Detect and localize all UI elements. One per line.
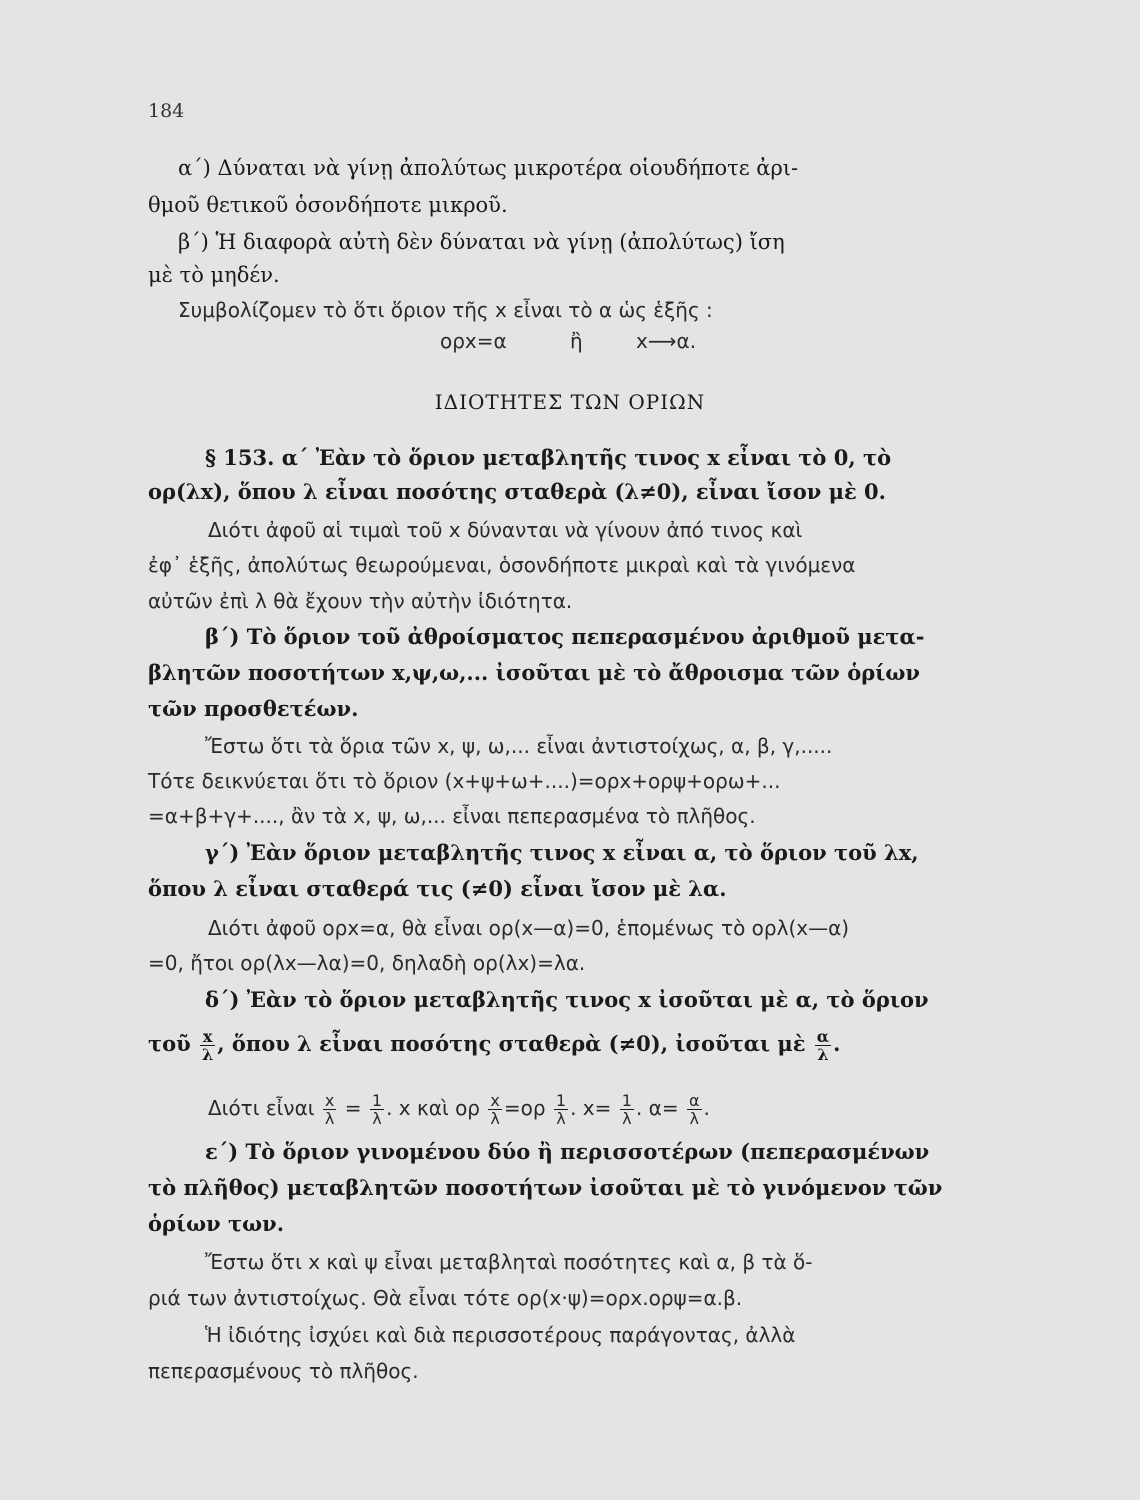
fraction-numerator: α — [688, 1091, 700, 1110]
fraction-denominator: λ — [556, 1109, 566, 1128]
page-number: 184 — [148, 100, 185, 122]
text-line: αὐτῶν ἐπὶ λ θὰ ἔχουν τὴν αὐτὴν ἰδιότητα. — [148, 589, 573, 613]
text-line: Διότι ἀφοῦ αἱ τιμαὶ τοῦ x δύνανται νὰ γίνουν ἀπό τινος καὶ — [208, 518, 803, 542]
fraction-numerator: α — [816, 1027, 830, 1046]
fraction-a-over-lambda — [815, 1028, 831, 1063]
fraction-denominator: λ — [202, 1045, 214, 1064]
text-line: ε΄) Τὸ ὅριον γινομένου δύο ἢ περισσοτέρων (πεπερασμένων — [205, 1139, 930, 1164]
text-line-with-fractions: Διότι εἶναι $\frac{x}{\lambda}$ = $\frac{1}{\lambda}$ . x καὶ ορ $\frac{x}{\lambda}$ =ορ $\frac{1}{\lambda}$ . x= $\frac{1}{\lambda}$ . α= $\frac{\alpha}{\lambda}$ . — [208, 1091, 710, 1128]
text-line: Τότε δεικνύεται ὅτι τὸ ὅριον (x+ψ+ω+....)=ορx+ορψ+ορω+... — [148, 769, 781, 793]
fraction-numerator: x — [490, 1091, 500, 1110]
fraction-x-over-lambda — [200, 1028, 215, 1063]
text-fragment: , ὅπου λ εἶναι ποσότης σταθερὰ (≠0), ἰσοῦται μὲ — [217, 1031, 806, 1056]
fraction-numerator: 1 — [621, 1091, 632, 1110]
text-fragment: τοῦ — [148, 1031, 191, 1056]
fraction-a-over-lambda — [687, 1092, 702, 1127]
text-line: =α+β+γ+...., ἂν τὰ x, ψ, ω,... εἶναι πεπερασμένα τὸ πλῆθος. — [148, 804, 756, 828]
fraction-x-over-lambda — [488, 1092, 501, 1127]
fraction-numerator: 1 — [371, 1091, 383, 1110]
text-line: τῶν προσθετέων. — [148, 696, 359, 721]
text-line: § 153. α΄ Ἐὰν τὸ ὅριον μεταβλητῆς τινος x εἶναι τὸ 0, τὸ — [205, 445, 892, 470]
fraction-denominator: λ — [622, 1109, 632, 1128]
text-fragment: . α= — [635, 1096, 679, 1120]
fraction-x-over-lambda — [323, 1092, 336, 1127]
text-line: Ἡ ἰδιότης ἰσχύει καὶ διὰ περισσοτέρους παράγοντας, ἀλλὰ — [205, 1323, 796, 1347]
fraction-denominator: λ — [372, 1109, 382, 1128]
fraction-numerator: 1 — [555, 1091, 567, 1110]
text-fragment: . x καὶ ορ — [386, 1096, 480, 1120]
text-line: Ἔστω ὅτι τὰ ὅρια τῶν x, ψ, ω,... εἶναι ἀντιστοίχως, α, β, γ,..... — [205, 734, 833, 758]
text-line: β΄) Τὸ ὅριον τοῦ ἀθροίσματος πεπερασμένου ἀριθμοῦ μετα- — [205, 624, 925, 649]
fraction-numerator: x — [200, 1028, 215, 1046]
text-fragment: = — [344, 1096, 362, 1120]
text-line: τὸ πλῆθος) μεταβλητῶν ποσοτήτων ἰσοῦται μὲ τὸ γινόμενον τῶν — [148, 1175, 943, 1200]
text-line: ορ(λx), ὅπου λ εἶναι ποσότης σταθερὰ (λ≠0), εἶναι ἴσον μὲ 0. — [148, 479, 886, 504]
section-heading: ΙΔΙΟΤΗΤΕΣ ΤΩΝ ΟΡΙΩΝ — [434, 390, 706, 414]
text-line: =0, ἤτοι ορ(λx—λα)=0, δηλαδὴ ορ(λx)=λα. — [148, 951, 586, 975]
text-line: ριά των ἀντιστοίχως. Θὰ εἶναι τότε ορ(x·ψ)=ορx.ορψ=α.β. — [148, 1286, 743, 1310]
formula-limit: ορx=α — [440, 329, 507, 353]
fraction-denominator: λ — [689, 1109, 699, 1128]
text-line: α΄) Δύναται νὰ γίνῃ ἀπολύτως μικροτέρα οἱουδήποτε ἀρι- — [178, 156, 799, 180]
text-line: πεπερασμένους τὸ πλῆθος. — [148, 1359, 419, 1383]
formula-or: ἢ — [570, 329, 583, 353]
text-line: ὅπου λ εἶναι σταθερά τις (≠0) εἶναι ἴσον μὲ λα. — [148, 876, 727, 901]
text-line: Συμβολίζομεν τὸ ὅτι ὅριον τῆς x εἶναι τὸ α ὡς ἑξῆς : — [178, 298, 713, 322]
fraction-denominator: λ — [324, 1109, 335, 1128]
text-line: Διότι ἀφοῦ ορx=α, θὰ εἶναι ορ(x—α)=0, ἑπομένως τὸ ορλ(x—α) — [208, 916, 850, 940]
text-line: δ΄) Ἐὰν τὸ ὅριον μεταβλητῆς τινος x ἰσοῦται μὲ α, τὸ ὅριον — [205, 987, 929, 1012]
fraction-one-over-lambda — [554, 1092, 568, 1127]
text-fragment: =ορ — [503, 1096, 546, 1120]
text-line: γ΄) Ἐὰν ὅριον μεταβλητῆς τινος x εἶναι α, τὸ ὅριον τοῦ λx, — [205, 840, 919, 865]
text-fragment: . x= — [570, 1096, 612, 1120]
fraction-one-over-lambda — [370, 1092, 384, 1127]
text-fragment: Διότι εἶναι — [208, 1096, 315, 1120]
text-line: μὲ τὸ μηδέν. — [148, 263, 280, 287]
text-line: ἐφ᾽ ἑξῆς, ἀπολύτως θεωρούμεναι, ὁσονδήποτε μικραὶ καὶ τὰ γινόμενα — [148, 553, 856, 577]
text-line: ὁρίων των. — [148, 1211, 285, 1236]
text-line: Ἔστω ὅτι x καὶ ψ εἶναι μεταβληταὶ ποσότητες καὶ α, β τὰ ὅ- — [205, 1250, 813, 1274]
fraction-numerator: x — [324, 1091, 335, 1110]
text-line-with-fractions: τοῦ $\frac{x}{\lambda}$ , ὅπου λ εἶναι ποσότης σταθερὰ (≠0), ἰσοῦται μὲ $\frac{\alpha}{\lambda}$ . — [148, 1027, 841, 1064]
fraction-denominator: λ — [490, 1109, 500, 1128]
text-line: β΄) Ἡ διαφορὰ αὐτὴ δὲν δύναται νὰ γίνῃ (ἀπολύτως) ἴση — [178, 230, 785, 254]
text-line: βλητῶν ποσοτήτων x,ψ,ω,... ἰσοῦται μὲ τὸ ἄθροισμα τῶν ὁρίων — [148, 660, 920, 685]
fraction-denominator: λ — [817, 1045, 829, 1064]
fraction-one-over-lambda — [620, 1092, 634, 1127]
formula-arrow: x⟶α. — [636, 329, 697, 353]
text-line: θμοῦ θετικοῦ ὁσονδήποτε μικροῦ. — [148, 193, 508, 217]
